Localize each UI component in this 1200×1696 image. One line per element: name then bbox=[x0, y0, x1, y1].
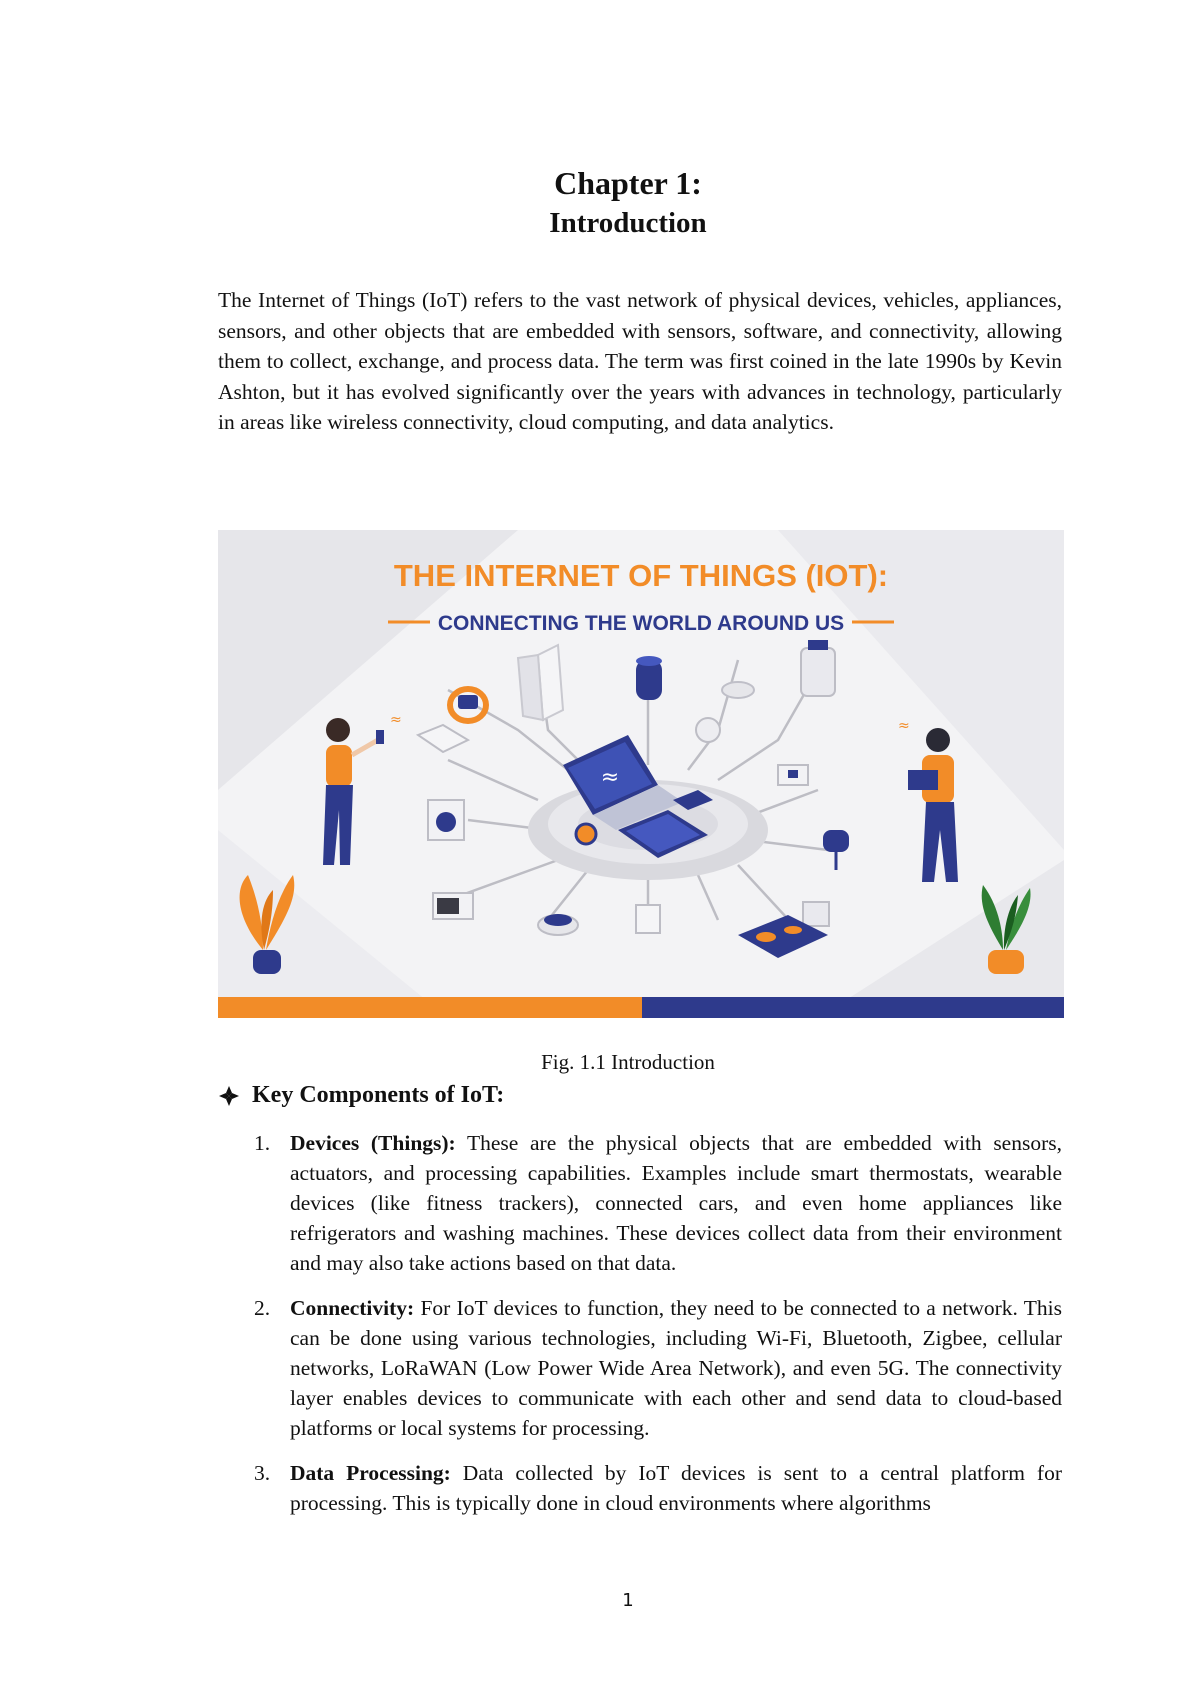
refrigerator-icon bbox=[518, 645, 563, 720]
diamond-bullet-icon bbox=[218, 1085, 240, 1107]
figure-caption: Fig. 1.1 Introduction bbox=[541, 1050, 715, 1074]
list-item-term: Devices (Things): bbox=[290, 1131, 456, 1155]
smart-speaker-icon bbox=[636, 656, 662, 700]
list-item-number: 3. bbox=[254, 1461, 271, 1485]
chapter-subtitle: Introduction bbox=[549, 207, 707, 239]
smart-plug-icon bbox=[803, 902, 829, 926]
list-item bbox=[254, 1128, 1062, 1278]
air-purifier-icon bbox=[801, 640, 835, 696]
smoke-detector-icon bbox=[722, 682, 754, 698]
list-item-number: 2. bbox=[254, 1296, 271, 1320]
banner-title-main: THE INTERNET OF THINGS (IOT): bbox=[393, 558, 889, 593]
microwave-icon bbox=[433, 893, 473, 919]
banner-title-sub: CONNECTING THE WORLD AROUND US bbox=[437, 612, 845, 635]
section-heading bbox=[218, 1082, 504, 1109]
section-heading-text: Key Components of IoT: bbox=[252, 1082, 505, 1108]
intro-paragraph: The Internet of Things (IoT) refers to the vast network of physical devices, vehicles, appliances, sensors, and other objects that are embedded with sensors, software, and connectivity, allowing them to collect, exchange, and process data. The term was first coined in the late 1990s by Kevin Ashton, but it has evolved significantly over the years with advances in technology, particularly in areas like wireless connectivity, cloud computing, and data analytics. bbox=[218, 288, 1062, 434]
smartwatch-icon bbox=[576, 824, 596, 844]
washing-machine-icon bbox=[428, 800, 464, 840]
svg-text:≈: ≈ bbox=[600, 765, 620, 790]
list-item-text: These are the physical objects that are embedded with sensors, actuators, and processing capabilities. Examples include smart thermostats, wearable devices (like fitness trackers), connected cars, and even home appliances like refrigerators and washing machines. These devices collect data from their environment and may also take actions based on that data. bbox=[290, 1131, 1062, 1275]
list-item-text: Data collected by IoT devices is sent to a central platform for processing. This is typically done in cloud environments where algorithms bbox=[290, 1461, 1062, 1515]
list-item-text: For IoT devices to function, they need to be connected to a network. This can be done using various technologies, including Wi-Fi, Bluetooth, Zigbee, cellular networks, LoRaWAN (Low Power Wide Area Network), and even 5G. The connectivity layer enables devices to communicate with each other and send data to cloud-based platforms or local systems for processing. bbox=[290, 1296, 1062, 1440]
page-number: 1 bbox=[622, 1590, 634, 1611]
list-item-term: Connectivity: bbox=[290, 1296, 415, 1320]
list-item bbox=[254, 1293, 1062, 1443]
list-item bbox=[254, 1458, 1062, 1518]
list-item-term: Data Processing: bbox=[290, 1461, 451, 1485]
svg-text:≈: ≈ bbox=[898, 718, 910, 734]
chapter-title: Chapter 1: bbox=[554, 165, 702, 201]
iot-illustration bbox=[218, 530, 1064, 1018]
thermostat-icon bbox=[696, 718, 720, 742]
security-camera-icon bbox=[778, 765, 808, 785]
wall-outlet-icon bbox=[636, 905, 660, 933]
list-item-number: 1. bbox=[254, 1131, 271, 1155]
svg-text:≈: ≈ bbox=[390, 712, 402, 728]
components-list bbox=[254, 1128, 1062, 1533]
robot-vacuum-icon bbox=[538, 914, 578, 935]
